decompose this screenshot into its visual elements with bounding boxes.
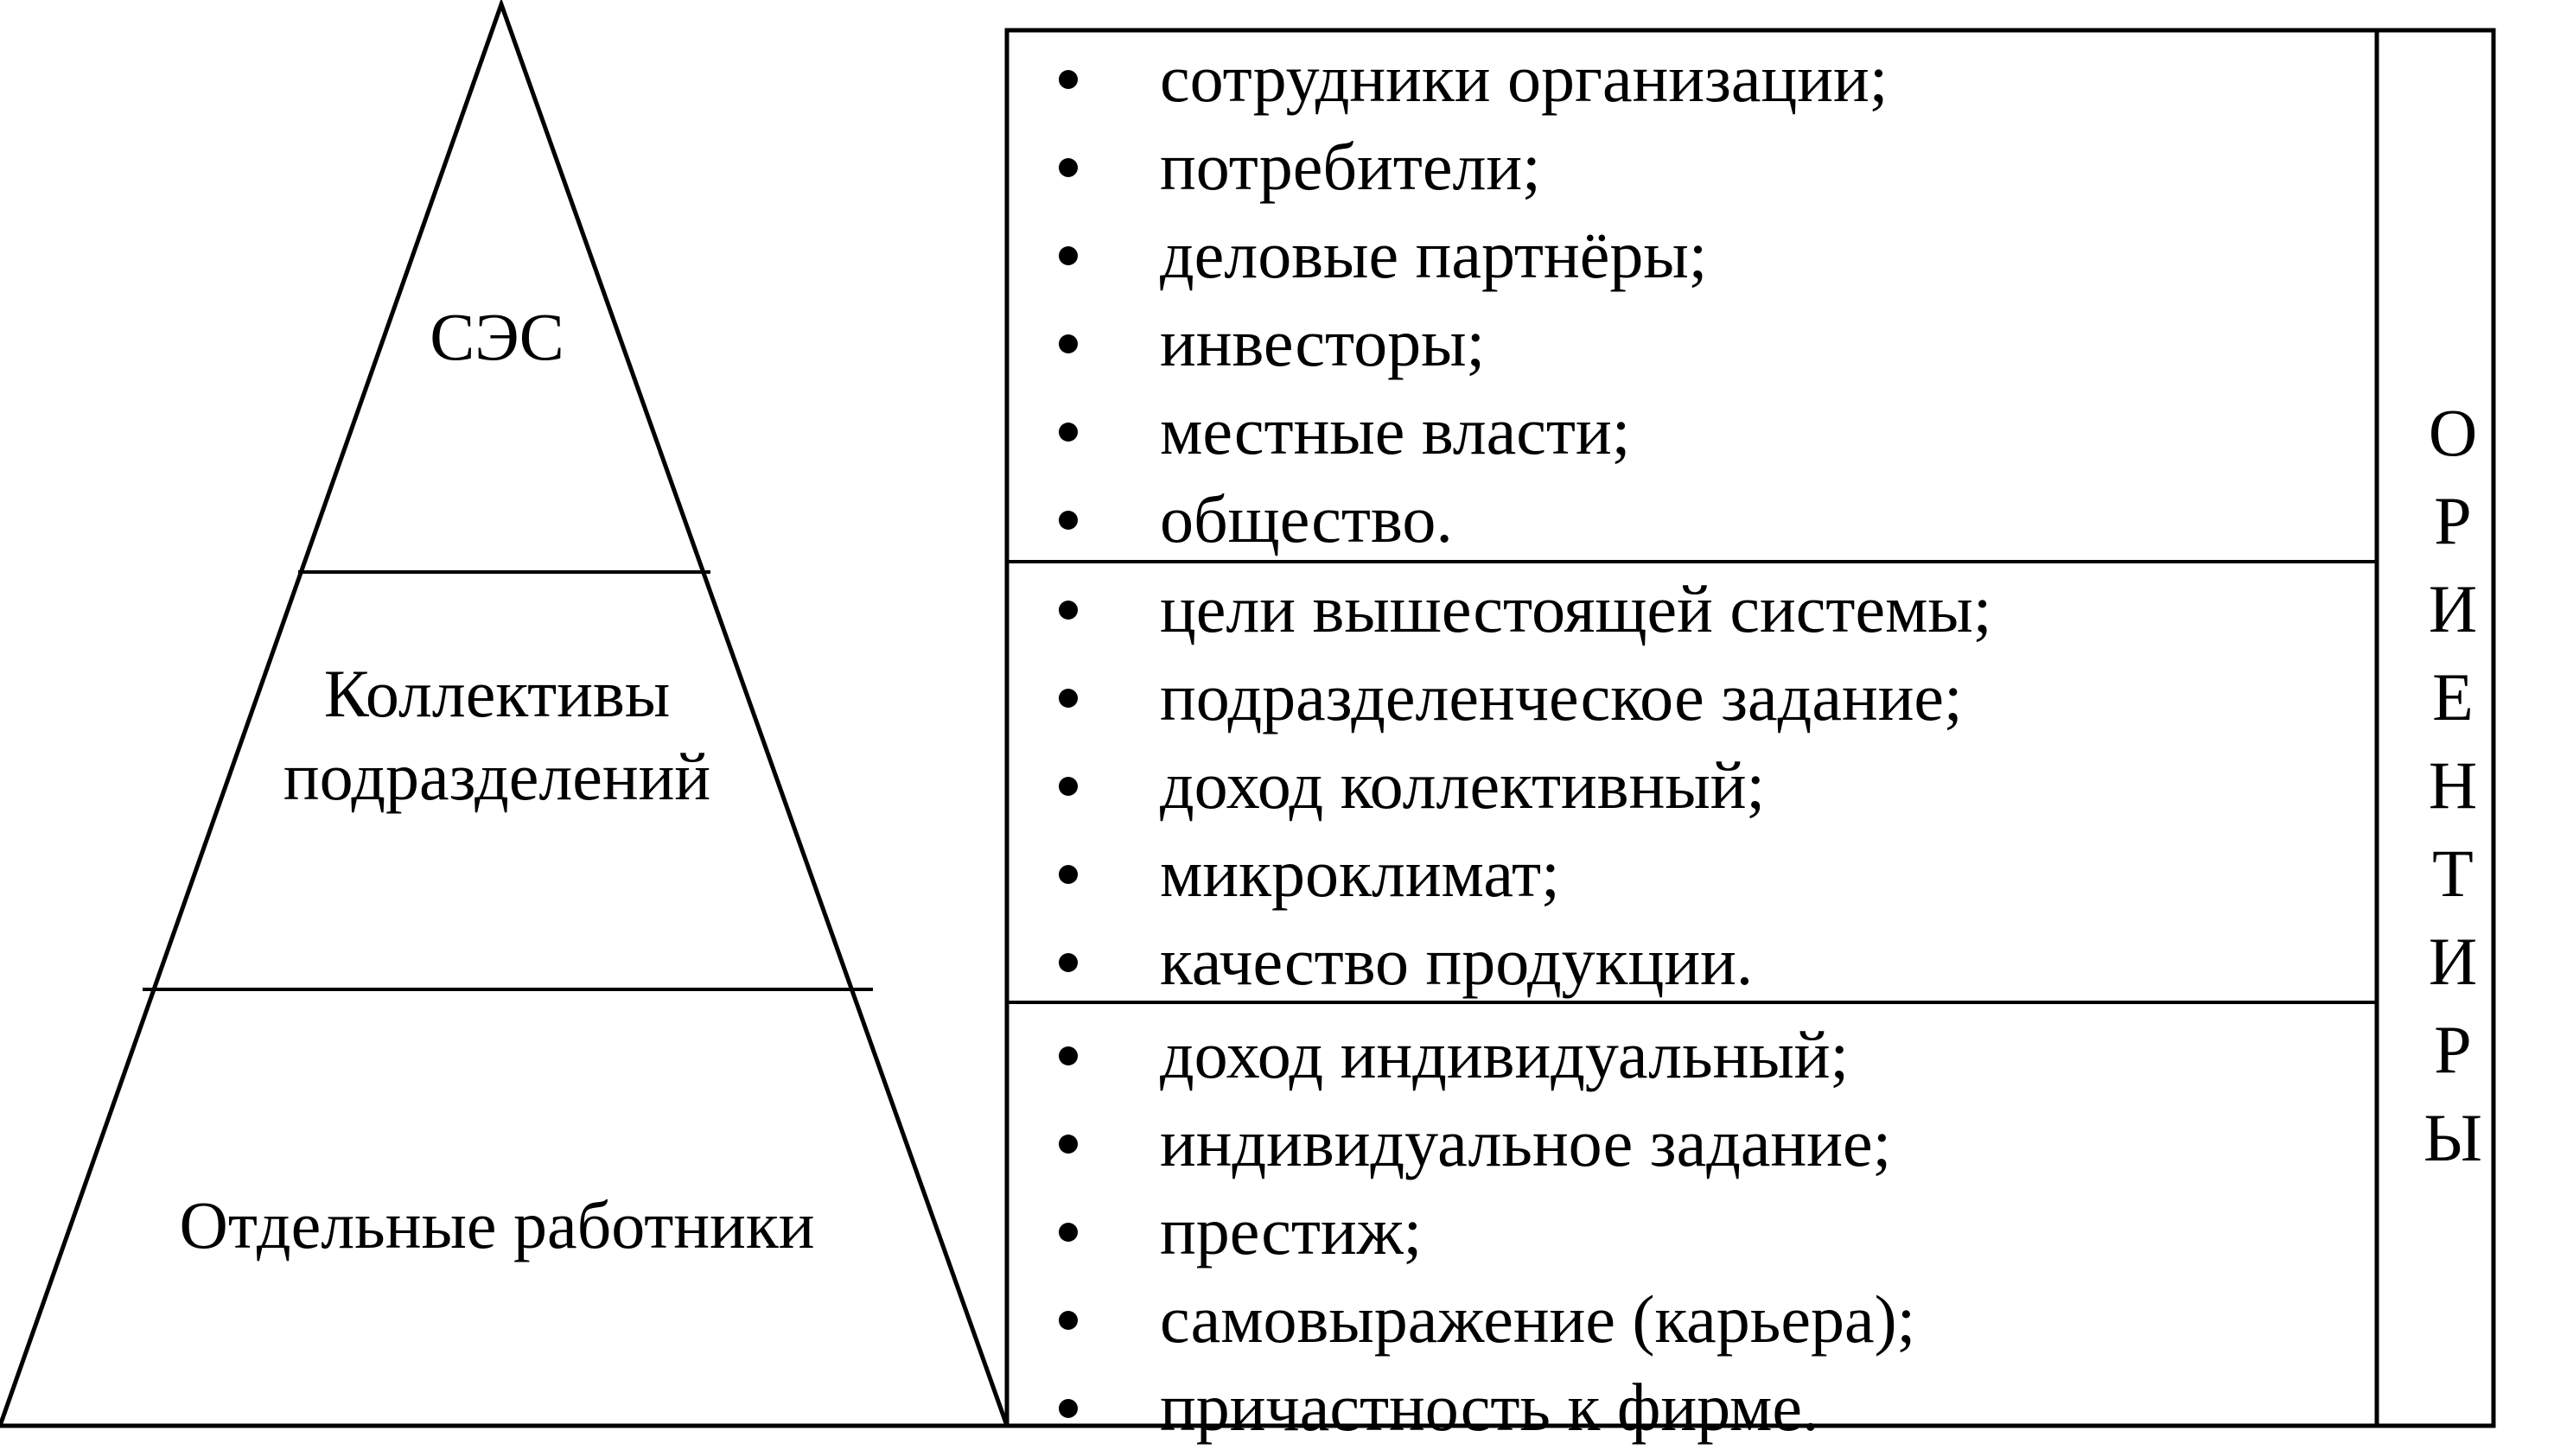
list-item <box>1007 211 2377 299</box>
list-item <box>1007 123 2377 211</box>
bullet-icon <box>1059 158 1078 177</box>
list-item <box>1007 918 2377 1006</box>
pyramid-level-bottom <box>112 1184 882 1267</box>
list-item <box>1007 299 2377 387</box>
list-item <box>1007 741 2377 830</box>
side-label-letter: Р <box>2434 1012 2472 1087</box>
list-item <box>1007 35 2377 123</box>
bullet-icon <box>1059 246 1078 265</box>
list-item <box>1007 387 2377 475</box>
bullet-icon <box>1059 334 1078 353</box>
bullet-icon <box>1059 1223 1078 1242</box>
side-label-orientiry <box>2392 389 2513 1182</box>
list-item-text: престиж; <box>1160 1193 1423 1268</box>
list-item-text: общество. <box>1160 481 1453 556</box>
pyramid-level-middle-line-2: подразделений <box>283 739 711 814</box>
side-label-letter: Ы <box>2423 1100 2483 1175</box>
list-item-text: цели вышестоящей системы; <box>1160 571 1992 646</box>
list-item-text: местные власти; <box>1160 393 1631 468</box>
list-item-text: качество продукции. <box>1160 924 1754 999</box>
side-label-letter: О <box>2428 395 2478 470</box>
side-label-letter: Р <box>2434 483 2472 558</box>
pyramid-level-top <box>324 296 670 378</box>
bullet-icon <box>1059 70 1078 89</box>
list-item-text: индивидуальное задание; <box>1160 1105 1892 1180</box>
list-item-text: подразделенческое задание; <box>1160 659 1963 734</box>
bullet-icon <box>1059 1135 1078 1154</box>
bullet-icon <box>1059 1046 1078 1065</box>
list-item-text: доход коллективный; <box>1160 747 1766 823</box>
list-item-text: самовыражение (карьера); <box>1160 1281 1916 1357</box>
list-item <box>1007 653 2377 741</box>
bullet-icon <box>1059 1399 1078 1418</box>
list-item-text: инвесторы; <box>1160 305 1486 380</box>
list-item <box>1007 475 2377 563</box>
pyramid-level-middle <box>199 652 795 818</box>
bullet-icon <box>1059 689 1078 708</box>
list-item-text: причастность к фирме. <box>1160 1370 1819 1445</box>
side-label-letter: И <box>2428 924 2478 999</box>
list-item-text: сотрудники организации; <box>1160 41 1888 116</box>
division-goals-list <box>1007 565 2377 1006</box>
bullet-icon <box>1059 511 1078 530</box>
list-item-text: доход индивидуальный; <box>1160 1017 1850 1092</box>
list-item-text: деловые партнёры; <box>1160 217 1708 292</box>
pyramid-level-top-label: СЭС <box>430 299 564 374</box>
side-label-letter: Е <box>2432 659 2474 734</box>
list-item <box>1007 565 2377 653</box>
pyramid-level-bottom-label: Отдельные работники <box>179 1187 815 1262</box>
list-item <box>1007 1011 2377 1099</box>
bullet-icon <box>1059 601 1078 620</box>
list-item <box>1007 1187 2377 1275</box>
bullet-icon <box>1059 1311 1078 1330</box>
bullet-icon <box>1059 865 1078 884</box>
bullet-icon <box>1059 423 1078 442</box>
list-item-text: потребители; <box>1160 129 1541 204</box>
list-item <box>1007 1275 2377 1364</box>
side-label-letter: И <box>2428 571 2478 646</box>
side-label-letter: Н <box>2428 747 2478 823</box>
list-item <box>1007 1099 2377 1187</box>
bullet-icon <box>1059 777 1078 796</box>
pyramid-level-middle-line-1: Коллективы <box>323 656 671 731</box>
list-item <box>1007 830 2377 918</box>
list-item <box>1007 1364 2377 1452</box>
stakeholders-list <box>1007 35 2377 563</box>
list-item-text: микроклимат; <box>1160 836 1560 911</box>
individual-goals-list <box>1007 1011 2377 1452</box>
side-label-letter: Т <box>2432 836 2474 911</box>
bullet-icon <box>1059 953 1078 972</box>
